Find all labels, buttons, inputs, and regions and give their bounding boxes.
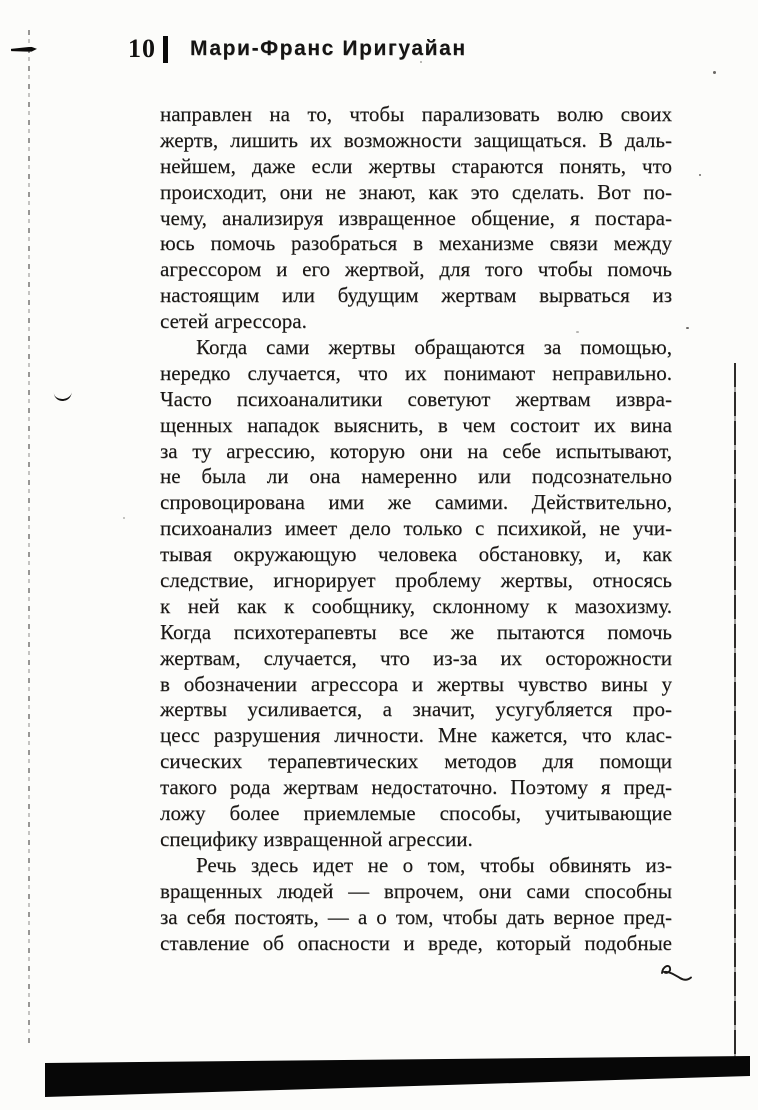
text-line: нередко случается, что их понимают неправильно. (160, 360, 672, 385)
scan-black-bar (45, 1049, 750, 1099)
text-line: Часто психоаналитики советуют жертвам извра- (160, 386, 672, 411)
text-line: психоанализ имеет дело только с психикой, не учи- (160, 516, 672, 541)
text-line: к ней как к сообщнику, склонному к мазохизму. (160, 593, 672, 618)
text-line: Когда психотерапевты все же пытаются помочь (160, 619, 672, 644)
page-number: 10 (128, 34, 156, 63)
text-line: следствие, игнорирует проблему жертвы, относясь (160, 568, 672, 593)
scan-speck (420, 61, 422, 63)
pen-dash-mark-icon (11, 47, 37, 53)
vertical-bar-icon (163, 36, 168, 63)
text-line: специфику извращенной агрессии. (160, 826, 473, 851)
text-line: происходит, они не знают, как это сделать. Вот по- (160, 179, 672, 204)
scan-speck (123, 517, 125, 519)
text-line: в обозначении агрессора и жертвы чувство вины у (160, 671, 672, 696)
scan-dotted-margin-line (28, 30, 30, 1046)
scan-speck (686, 327, 689, 329)
text-line: сических терапевтических методов для помощи (160, 749, 672, 774)
text-line: спровоцирована ими же самими. Действительно, (160, 490, 672, 515)
text-line: ложу более приемлемые способы, учитывающие (160, 801, 672, 826)
text-line: нейшем, даже если жертвы стараются понять, что (160, 153, 672, 178)
text-line: жертвам, случается, что из-за их осторожности (160, 645, 672, 670)
text-line: вращенных людей — впрочем, они сами способны (160, 878, 672, 903)
text-line: сетей агрессора. (160, 309, 307, 334)
text-line: жертвы усиливается, а значит, усугубляется про- (160, 697, 672, 722)
text-line: направлен на то, чтобы парализовать волю своих (160, 102, 672, 126)
text-line: тывая окружающую человека обстановку, и, как (160, 542, 672, 567)
text-line: юсь помочь разобраться в механизме связи между (160, 231, 672, 256)
text-line: такого рода жертвам недостаточно. Поэтому я пред- (160, 775, 672, 800)
scan-speck (713, 71, 716, 74)
text-line: ставление об опасности и вреде, который подобные (160, 930, 672, 955)
text-line: Речь здесь идет не о том, чтобы обвинять из- (196, 852, 672, 877)
page-header (128, 33, 467, 65)
scan-speck (699, 174, 701, 176)
text-line: настоящим или будущим жертвам вырваться из (160, 283, 672, 308)
pen-dash-mark-icon (54, 390, 73, 402)
scan-speck (576, 331, 579, 333)
text-line: жертв, лишить их возможности защищаться. В даль- (160, 127, 672, 152)
running-head-author: Мари-Франс Иригуайан (190, 37, 467, 60)
text-line: цесс разрушения личности. Мне кажется, что клас- (160, 723, 672, 748)
text-line: за себя постоять, — а о том, чтобы дать верное пред- (160, 904, 672, 929)
scan-page-edge-line (734, 363, 736, 1058)
text-line: не была ли она намеренно или подсознательно (160, 464, 672, 489)
text-line: Когда сами жертвы обращаются за помощью, (196, 335, 672, 360)
text-line: за ту агрессию, которую они на себе испытывают, (160, 438, 672, 463)
text-line: щенных нападок выяснить, в чем состоит их вина (160, 412, 672, 437)
text-block (160, 102, 672, 956)
pen-squiggle-mark-icon (658, 962, 694, 986)
text-line: агрессором и его жертвой, для того чтобы помочь (160, 257, 672, 282)
text-line: чему, анализируя извращенное общение, я постара- (160, 205, 672, 230)
